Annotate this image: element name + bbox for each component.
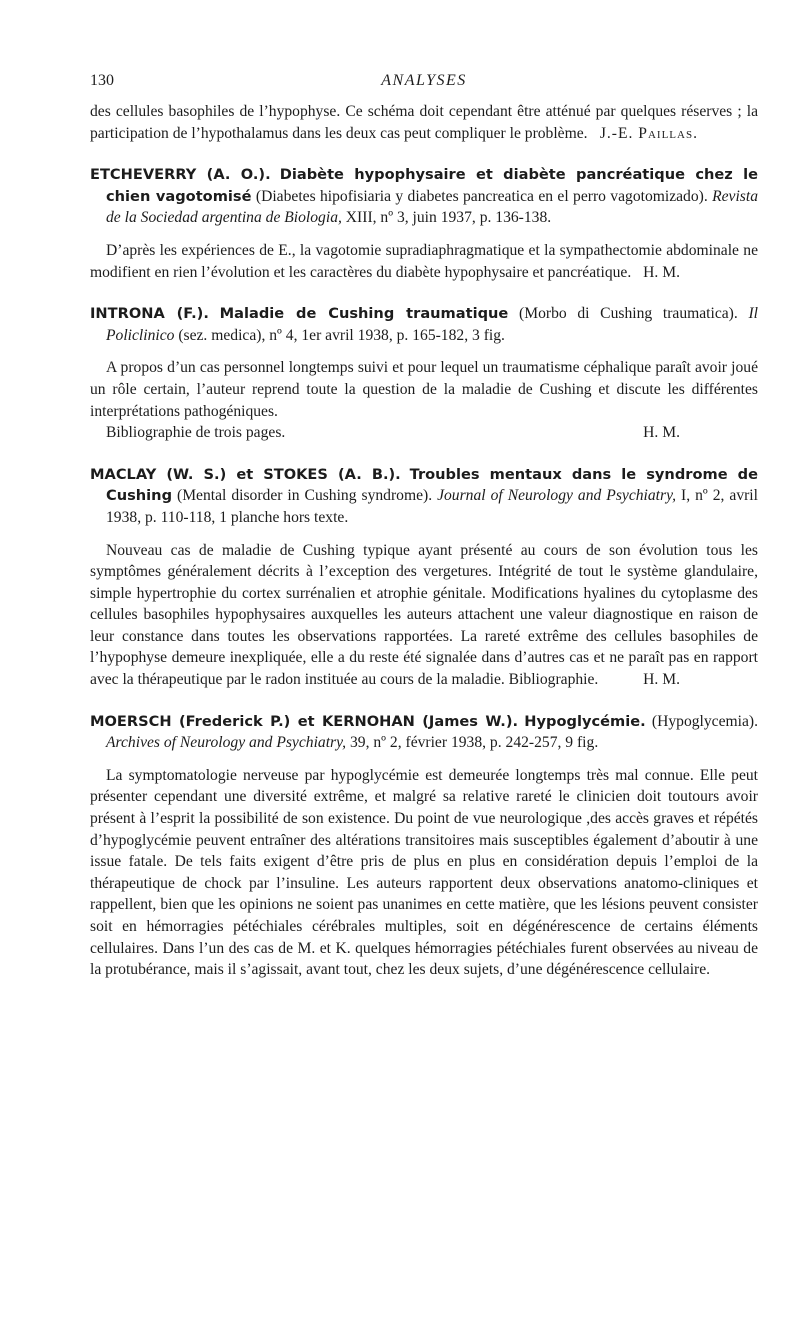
entry-original-title: (Morbo di Cushing traumatica). xyxy=(519,305,738,323)
article-body xyxy=(90,101,758,981)
entry-signature: H. M. xyxy=(643,424,680,442)
entry-heading xyxy=(90,464,758,529)
entry-journal: Archives of Neurology and Psychiatry, xyxy=(106,734,347,752)
entry-signature: H. M. xyxy=(643,263,680,281)
entry-signature: H. M. xyxy=(643,671,680,689)
entry-title: Diabète hypophysaire et diabète pancréatique chez le chien vagotomisé xyxy=(106,166,758,205)
entry-heading xyxy=(90,711,758,754)
page-header xyxy=(90,72,758,94)
review-entry xyxy=(90,303,758,444)
review-entry xyxy=(90,164,758,283)
entry-citation: I, nº 2, avril 1938, p. 110-118, 1 planche hors texte. xyxy=(106,487,758,526)
entry-original-title: (Hypoglycemia). xyxy=(651,712,758,730)
entry-abstract: La symptomatologie nerveuse par hypoglycémie est demeurée longtemps très mal connue. Elle peut présenter cependant une diversité extrême, et malgré sa relative rareté le clinicien doit toutours avoir présent à l’esprit la possibilité de son existence. Du point de vue neurologique ,des accès graves et répétés d’hypoglycémie peuvent entraîner des altérations transitoires mais susceptibles également d’aboutir à une issue fatale. De tels faits exigent d’être pris de plus en plus en considération depuis l’emploi de la thérapeutique de chock par l’insuline. Les auteurs rapportent deux observations anatomo-cliniques et rappellent, bien que les opinions ne soient pas unanimes en cette matière, que les lésions peuvent consister soit en hémorragies pétéchiales cérébrales multiples, soit en dégénérescence de certains éléments cellulaires. Dans l’un des cas de M. et K. quelques hémorragies pétéchiales furent observées au niveau de la protubérance, mais il s’agissait, avant tout, chez les deux sujets, d’une dégénérescence cellulaire. xyxy=(90,766,758,979)
entry-authors: INTRONA (F.). xyxy=(90,305,209,323)
entry-journal: Revista de la Sociedad argentina de Biologia, xyxy=(106,187,759,227)
intro-continuation xyxy=(90,101,758,144)
entry-journal: Journal of Neurology and Psychiatry, xyxy=(437,487,677,505)
entry-title: Troubles mentaux dans le syndrome de Cushing xyxy=(106,465,758,505)
entry-original-title: (Mental disorder in Cushing syndrome). xyxy=(177,487,433,505)
entry-authors: ETCHEVERRY (A. O.). xyxy=(90,166,271,184)
entry-original-title: (Diabetes hipofisiaria y diabetes pancreatica en el perro vagotomizado). xyxy=(255,187,708,205)
intro-signature: J.-E. Paillas. xyxy=(599,124,698,142)
entry-abstract: Bibliographie de trois pages. xyxy=(106,424,286,442)
entry-citation: 39, nº 2, février 1938, p. 242-257, 9 fig. xyxy=(349,734,599,752)
entry-authors: MACLAY (W. S.) et STOKES (A. B.). xyxy=(90,465,401,483)
entry-abstract: Nouveau cas de maladie de Cushing typique ayant présenté au cours de son évolution tous les symptômes généralement décrits à l’exception des vergetures. Intégrité de tout le système glandulaire, simple hypertrophie du cortex surrénalien et atrophie génitale. Modifications hyalines du cytoplasme des cellules basophiles hypophysaires auxquelles les auteurs attachent une valeur diagnostique en raison de leur constance dans toutes les observations rapportées. La rareté extrême des cellules basophiles de l’hypophyse demeure inexpliquée, elle a du reste été signalée dans d’autres cas et ne paraît pas en rapport avec la thérapeutique par le radon instituée au cours de la maladie. Bibliographie. xyxy=(90,541,758,689)
running-title: ANALYSES xyxy=(381,72,467,89)
entry-abstract: A propos d’un cas personnel longtemps suivi et pour lequel un traumatisme céphalique paraît avoir joué un rôle certain, l’auteur reprend toute la question de la maladie de Cushing et discute les différentes interprétations pathogéniques. xyxy=(90,359,758,420)
entry-authors: MOERSCH (Frederick P.) et KERNOHAN (James W.). xyxy=(90,712,519,730)
entry-title: Maladie de Cushing traumatique xyxy=(219,305,509,323)
intro-paragraph: des cellules basophiles de l’hypophyse. Ce schéma doit cependant être atténué par quelques réserves ; la participation de l’hypothalamus dans les deux cas peut compliquer le problème. xyxy=(90,103,758,142)
review-entry xyxy=(90,464,758,691)
entry-abstract: D’après les expériences de E., la vagotomie supradiaphragmatique et la sympathectomie abdominale ne modifient en rien l’évolution et les caractères du diabète hypophysaire et pancréatique. xyxy=(90,241,758,281)
entry-citation: XIII, nº 3, juin 1937, p. 136-138. xyxy=(345,209,552,227)
review-entry xyxy=(90,711,758,981)
entry-journal: Il Policlinico xyxy=(106,305,758,344)
entry-heading xyxy=(90,303,758,346)
entry-title: Hypoglycémie. xyxy=(524,712,646,730)
entry-heading xyxy=(90,164,758,229)
page-number: 130 xyxy=(90,72,114,89)
entry-citation: (sez. medica), nº 4, 1er avril 1938, p. 165-182, 3 fig. xyxy=(178,326,505,344)
